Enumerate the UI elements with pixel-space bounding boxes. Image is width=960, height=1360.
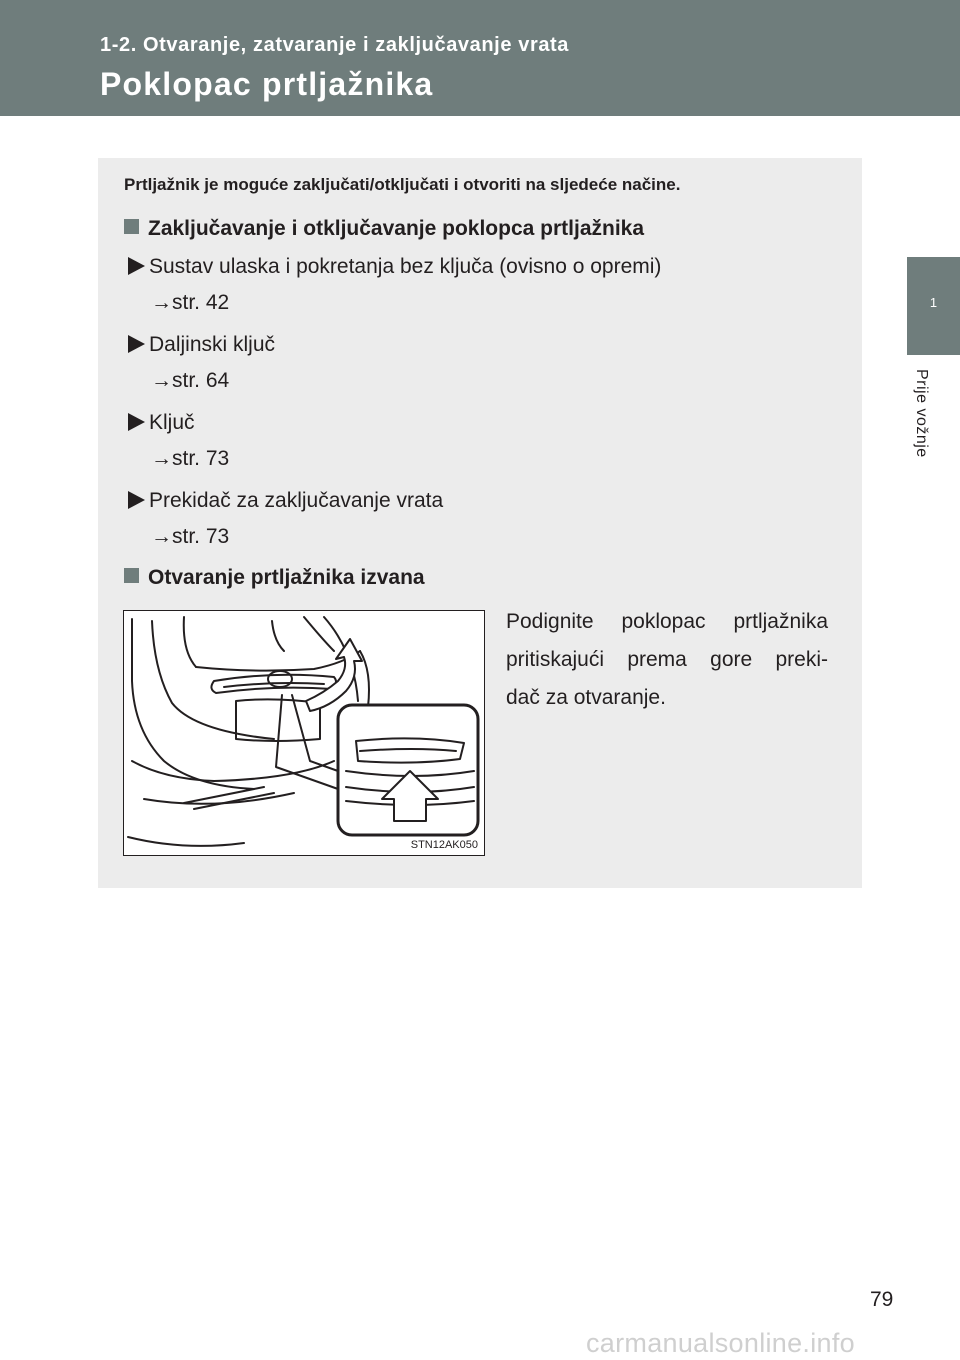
watermark: carmanualsonline.info <box>586 1328 855 1358</box>
intro-text: Prtljažnik je moguće zaključati/otključati i otvoriti na sljedeće načine. <box>124 175 681 194</box>
triangle-bullet-icon <box>128 335 145 353</box>
list-item-label: Daljinski ključ <box>149 333 276 356</box>
trunk-illustration-drawing <box>124 611 485 856</box>
section2-heading-text: Otvaranje prtljažnika izvana <box>148 566 425 589</box>
chapter-label-text: Prije vožnje <box>913 369 930 458</box>
page-title: Poklopac prtljažnika <box>100 66 434 102</box>
triangle-bullet-icon <box>128 491 145 509</box>
list-item <box>128 255 661 279</box>
description-text <box>506 603 828 717</box>
section1-heading <box>124 217 644 241</box>
page-reference-link[interactable]: →str. 64 <box>151 369 230 392</box>
page-reference-link[interactable]: →str. 73 <box>151 525 230 548</box>
list-item <box>128 333 275 357</box>
description-line: pritiskajući prema gore preki- <box>506 648 828 671</box>
page-reference-link[interactable]: →str. 73 <box>151 447 230 470</box>
list-item <box>128 411 195 435</box>
page-number: 79 <box>870 1288 894 1311</box>
section2-heading <box>124 566 425 590</box>
figure-code: STN12AK050 <box>410 839 478 851</box>
header-bar <box>0 0 960 116</box>
square-bullet-icon <box>124 568 139 583</box>
section-label: 1-2. Otvaranje, zatvaranje i zaključavanje vrata <box>100 34 570 56</box>
page-reference-link[interactable]: →str. 42 <box>151 291 230 314</box>
square-bullet-icon <box>124 219 139 234</box>
section1-heading-text: Zaključavanje i otključavanje poklopca prtljažnika <box>148 217 645 240</box>
list-item-label: Sustav ulaska i pokretanja bez ključa (ovisno o opremi) <box>149 255 662 278</box>
triangle-bullet-icon <box>128 257 145 275</box>
description-line: Podignite poklopac prtljažnika <box>506 610 828 633</box>
list-item-label: Ključ <box>149 411 195 434</box>
chapter-number: 1 <box>929 295 938 310</box>
chapter-tab[interactable] <box>907 257 960 355</box>
list-item <box>128 489 443 513</box>
list-item-label: Prekidač za zaključavanje vrata <box>149 489 444 512</box>
trunk-opener-illustration <box>123 610 485 856</box>
description-line: dač za otvaranje. <box>506 686 666 709</box>
triangle-bullet-icon <box>128 413 145 431</box>
chapter-label <box>912 369 942 479</box>
